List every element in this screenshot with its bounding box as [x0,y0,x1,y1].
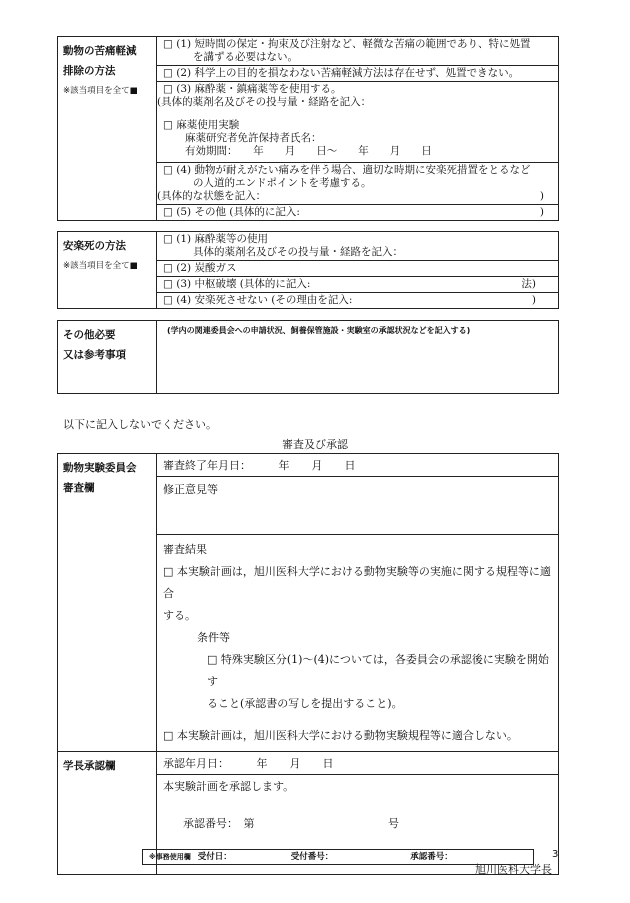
received-date-label: 受付日： [197,852,232,862]
review-table [57,453,559,875]
pain-option-1[interactable]: □ (1) 短時間の保定・拘束及び注射など、軽微な苦痛の範囲であり、特に処置 を講ずる必要はない。 [157,37,558,66]
euth-option-2[interactable]: □ (2) 炭酸ガス [157,261,558,277]
euth-option-1[interactable]: □ (1) 麻酔薬等の使用 具体的薬剤名及びその投与量・経路を記入： [157,232,558,261]
page-number: 3 [552,849,559,860]
euthanasia-label: 安楽死の方法 [63,240,126,252]
pain-option-2[interactable]: □ (2) 科学上の目的を損なわない苦痛軽減方法は存在せず、処置できない。 [157,66,558,82]
committee-label-2: 審査欄 [63,482,95,494]
review-date: 審査終了年月日： 年 月 日 [157,454,559,477]
pain-relief-label: 動物の苦痛軽減 [63,45,137,57]
approve-checkbox[interactable]: □ 本実験計画は，旭川医科大学における動物実験等の実施に関する規程等に適合 [163,565,551,600]
receipt-number-label: 受付番号： [290,852,334,862]
revision-field[interactable] [157,477,559,535]
special-checkbox[interactable]: □ 特殊実験区分(1)～(4)については，各委員会の承認後に実験を開始す [207,653,549,688]
revision-label: 修正意見等 [163,483,218,496]
euthanasia-options [157,232,559,309]
review-title: 審査及び承認 [282,438,348,451]
do-not-fill-note: 以下に記入しないでください。 [63,418,217,431]
review-result-cell: 審査結果 □ 本実験計画は，旭川医科大学における動物実験等の実施に関する規程等に適合 する。 条件等 □ 特殊実験区分(1)～(4)については，各委員会の承認後に実験を開始す ること(承認書の写しを提出すること)。 □ 本実験計画は，旭川医科大学における動物実験規程等に適合しない。 [157,535,559,752]
conditions-label: 条件等 [197,631,230,644]
pain-relief-label-cell [58,37,157,221]
euth-option-3[interactable]: □ (3) 中枢破壊 (具体的に記入: 法) [157,277,558,293]
pain-relief-options [157,37,559,221]
reject-checkbox[interactable]: □ 本実験計画は，旭川医科大学における動物実験規程等に適合しない。 [163,729,518,742]
office-use-box [142,849,534,865]
pain-option-3[interactable]: □ (3) 麻酔薬・鎮痛薬等を使用する。 (具体的薬剤名及びその投与量・経路を記入： □ 麻薬使用実験 麻薬研究者免許保持者氏名： 有効期間： 年 月 日～ 年 月 日 [157,82,558,163]
euthanasia-note: ※該当項目を全て■ [63,261,138,271]
committee-label: 動物実験委員会 [63,462,137,474]
pain-option-4[interactable]: □ (4) 動物が耐えがたい痛みを伴う場合、適切な時期に安楽死措置をとるなど の人道的エンドポイントを考慮する。 (具体的な状態を記入： ) [157,163,558,205]
other-label: その他必要 [63,329,116,341]
other-label-2: 又は参考事項 [63,349,126,361]
other-notes-field[interactable] [157,321,559,394]
euth-option-4[interactable]: □ (4) 安楽死させない (その理由を記入: ) [163,294,536,306]
pain-option-5[interactable]: □ (5) その他 (具体的に記入: ) [163,206,544,218]
other-notes-table [57,320,559,394]
pain-relief-note: ※該当項目を全て■ [63,86,138,96]
pain-relief-table [57,36,559,221]
approve-text: 本実験計画を承認します。 [163,780,295,793]
president-label: 学長承認欄 [63,760,116,772]
president-signature: 旭川医科大学長 [475,863,552,876]
result-label: 審査結果 [163,543,207,556]
pain-relief-label-2: 排除の方法 [63,65,116,77]
other-hint: (学内の関連委員会への申請状況、飼養保管施設・実験室の承認状況などを記入する) [167,326,471,335]
approval-date: 承認年月日： 年 月 日 [157,752,559,775]
approval-number: 承認番号： 第 号 [183,817,399,830]
narcotic-checkbox[interactable]: □ 麻薬使用実験 [163,119,240,131]
committee-label-cell [58,454,157,752]
approval-number-label: 承認番号： [410,852,453,862]
other-label-cell [58,321,157,394]
euthanasia-label-cell [58,232,157,309]
office-use-label: ※事務使用欄 [149,853,191,861]
euthanasia-table [57,231,559,309]
